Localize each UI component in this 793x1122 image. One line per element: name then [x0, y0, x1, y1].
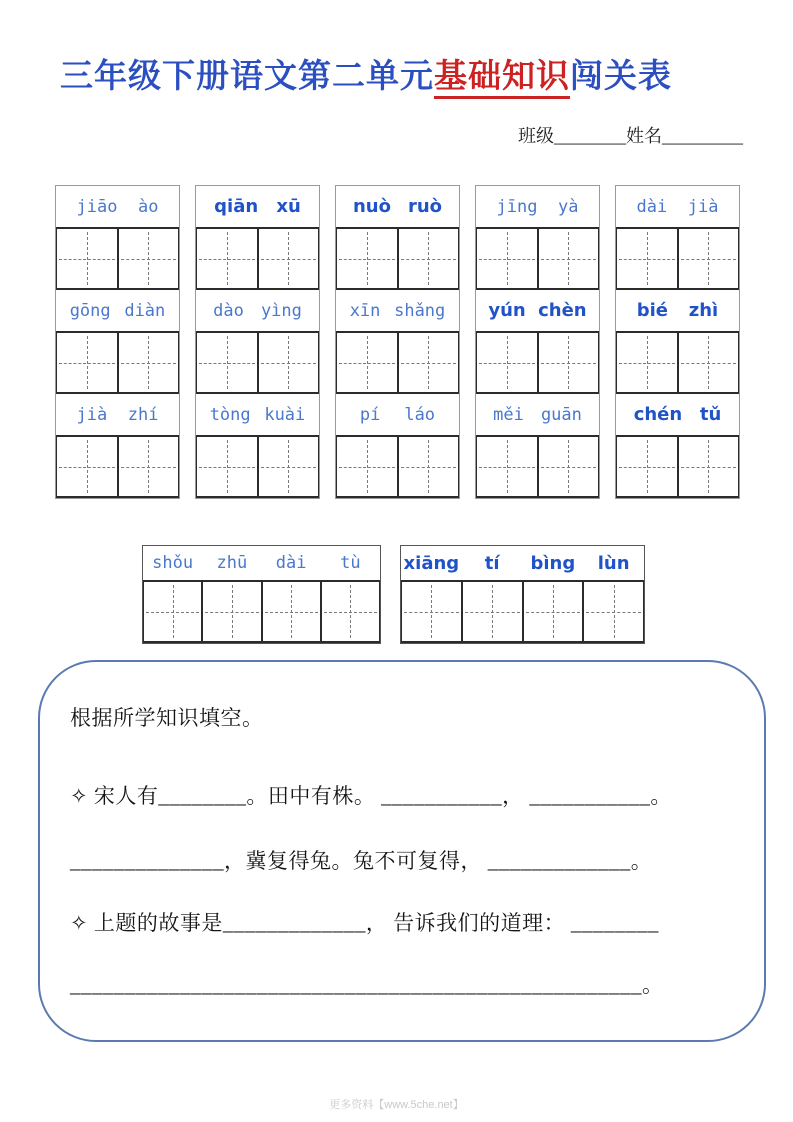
character-box: [537, 437, 599, 496]
pinyin-label: [196, 186, 319, 227]
character-box: [117, 333, 179, 392]
character-box: [117, 437, 179, 496]
title-part-1: 三年级下册语文第二单元: [60, 59, 434, 95]
character-box-row: [616, 227, 739, 290]
pinyin-syllable: tí: [484, 552, 500, 574]
horizontal-guide-line: [465, 612, 520, 613]
horizontal-guide-line: [541, 363, 597, 364]
character-box: [477, 333, 537, 392]
character-box: [337, 437, 397, 496]
pinyin-column: [195, 185, 320, 499]
pinyin-column: [615, 185, 740, 499]
character-box: [197, 333, 257, 392]
pinyin-syllable: bìng: [530, 552, 576, 574]
character-box-row: [476, 435, 599, 498]
character-box: [257, 229, 319, 288]
horizontal-guide-line: [324, 612, 377, 613]
pinyin-syllable: xīn: [349, 300, 381, 321]
pinyin-syllable: chèn: [538, 300, 587, 321]
title-part-2: 闯关表: [570, 59, 672, 95]
horizontal-guide-line: [199, 363, 255, 364]
character-box: [117, 229, 179, 288]
character-box: [57, 229, 117, 288]
character-box: [257, 437, 319, 496]
pinyin-syllable: shǒu: [152, 553, 194, 573]
horizontal-guide-line: [619, 363, 675, 364]
character-box: [677, 229, 739, 288]
character-box-row: [616, 435, 739, 498]
pinyin-syllable: dài: [275, 553, 307, 573]
horizontal-guide-line: [59, 259, 115, 260]
pinyin-syllable: yìng: [260, 300, 302, 321]
pinyin-label: [401, 546, 644, 580]
character-box-row: [616, 331, 739, 394]
pinyin-syllable: chén: [633, 404, 683, 425]
character-box-row: [143, 580, 380, 643]
horizontal-guide-line: [59, 467, 115, 468]
pinyin-label: [56, 394, 179, 435]
character-box: [582, 582, 643, 641]
wide-box-2: [400, 545, 645, 644]
horizontal-guide-line: [479, 363, 535, 364]
character-box-row: [336, 331, 459, 394]
pinyin-label: [476, 186, 599, 227]
pinyin-syllable: dào: [213, 300, 244, 321]
pinyin-syllable: xiāng: [403, 552, 460, 574]
character-box-row: [56, 435, 179, 498]
pinyin-syllable: yà: [557, 196, 579, 217]
pinyin-syllable: zhū: [216, 553, 248, 573]
pinyin-syllable: tù: [340, 553, 361, 573]
character-box-row: [56, 227, 179, 290]
fill-line: ✧ 上题的故事是_____________， 告诉我们的道理： ________: [70, 911, 659, 935]
pinyin-syllable: jià: [76, 404, 108, 425]
pinyin-column: [55, 185, 180, 499]
character-box: [402, 582, 461, 641]
horizontal-guide-line: [681, 363, 737, 364]
horizontal-guide-line: [339, 363, 395, 364]
pinyin-syllable: jiāo: [76, 196, 118, 217]
character-box: [397, 229, 459, 288]
pinyin-syllable: guān: [540, 404, 582, 425]
character-box-row: [196, 331, 319, 394]
pinyin-syllable: xū: [276, 196, 301, 217]
pinyin-grid: [55, 185, 740, 499]
pinyin-syllable: shǎng: [394, 300, 446, 321]
pinyin-syllable: tòng: [209, 404, 251, 425]
horizontal-guide-line: [339, 259, 395, 260]
fill-section: [38, 660, 766, 1042]
horizontal-guide-line: [265, 612, 318, 613]
character-box: [677, 333, 739, 392]
character-box: [201, 582, 260, 641]
character-box: [57, 437, 117, 496]
character-box-row: [336, 435, 459, 498]
pinyin-syllable: lùn: [597, 552, 630, 574]
character-box: [337, 333, 397, 392]
fill-line: ______________，冀复得兔。兔不可复得， _____________。: [70, 849, 653, 873]
horizontal-guide-line: [146, 612, 199, 613]
pinyin-label: [336, 290, 459, 331]
character-box-row: [56, 331, 179, 394]
horizontal-guide-line: [526, 612, 581, 613]
pinyin-label: [336, 186, 459, 227]
fill-intro: 根据所学知识填空。: [70, 706, 264, 730]
horizontal-guide-line: [199, 467, 255, 468]
pinyin-label: [336, 394, 459, 435]
pinyin-syllable: měi: [493, 404, 524, 425]
horizontal-guide-line: [261, 259, 317, 260]
horizontal-guide-line: [121, 467, 177, 468]
pinyin-syllable: kuài: [264, 404, 306, 425]
character-box: [57, 333, 117, 392]
pinyin-label: [476, 290, 599, 331]
pinyin-syllable: jīng: [496, 196, 538, 217]
character-box: [261, 582, 320, 641]
pinyin-syllable: láo: [404, 404, 436, 425]
character-box-row: [476, 331, 599, 394]
horizontal-guide-line: [619, 467, 675, 468]
horizontal-guide-line: [681, 259, 737, 260]
pinyin-label: [616, 394, 739, 435]
character-box-row: [336, 227, 459, 290]
pinyin-label: [196, 394, 319, 435]
pinyin-syllable: ào: [137, 196, 159, 217]
character-box: [617, 333, 677, 392]
pinyin-syllable: pí: [359, 404, 381, 425]
horizontal-guide-line: [404, 612, 459, 613]
pinyin-syllable: ruò: [407, 196, 442, 217]
pinyin-column: [335, 185, 460, 499]
wide-box-1: [142, 545, 381, 644]
horizontal-guide-line: [541, 467, 597, 468]
horizontal-guide-line: [261, 363, 317, 364]
pinyin-label: [56, 186, 179, 227]
pinyin-label: [143, 546, 380, 580]
title-part-highlighted: 基础知识: [434, 59, 570, 99]
horizontal-guide-line: [401, 363, 457, 364]
pinyin-syllable: jià: [687, 196, 719, 217]
pinyin-syllable: nuò: [352, 196, 391, 217]
pinyin-label: [56, 290, 179, 331]
pinyin-column: [475, 185, 600, 499]
horizontal-guide-line: [541, 259, 597, 260]
horizontal-guide-line: [121, 259, 177, 260]
pinyin-syllable: qiān: [214, 196, 259, 217]
pinyin-syllable: zhì: [688, 300, 719, 321]
class-name-blanks: 班级________姓名_________: [518, 126, 743, 146]
pinyin-label: [476, 394, 599, 435]
character-box: [197, 437, 257, 496]
character-box: [522, 582, 583, 641]
pinyin-syllable: diàn: [124, 300, 166, 321]
horizontal-guide-line: [479, 259, 535, 260]
footer-watermark: 更多资料【www.5che.net】: [329, 1099, 464, 1111]
pinyin-syllable: bié: [636, 300, 669, 321]
character-box: [617, 229, 677, 288]
horizontal-guide-line: [681, 467, 737, 468]
pinyin-syllable: dài: [636, 196, 668, 217]
character-box-row: [476, 227, 599, 290]
character-box: [197, 229, 257, 288]
character-box: [537, 333, 599, 392]
fill-line: ✧ 宋人有________。田中有株。 ___________， ___________。: [70, 784, 672, 808]
character-box: [144, 582, 201, 641]
pinyin-label: [616, 290, 739, 331]
fill-line: ____________________________________________________。: [70, 973, 664, 997]
character-box: [320, 582, 379, 641]
character-box: [397, 437, 459, 496]
horizontal-guide-line: [339, 467, 395, 468]
character-box-row: [196, 435, 319, 498]
horizontal-guide-line: [205, 612, 258, 613]
horizontal-guide-line: [586, 612, 641, 613]
character-box: [397, 333, 459, 392]
pinyin-label: [616, 186, 739, 227]
character-box: [257, 333, 319, 392]
horizontal-guide-line: [121, 363, 177, 364]
character-box: [677, 437, 739, 496]
horizontal-guide-line: [401, 467, 457, 468]
character-box: [537, 229, 599, 288]
horizontal-guide-line: [261, 467, 317, 468]
horizontal-guide-line: [619, 259, 675, 260]
pinyin-syllable: yún: [488, 300, 526, 321]
pinyin-syllable: zhí: [127, 404, 159, 425]
character-box: [617, 437, 677, 496]
character-box: [337, 229, 397, 288]
horizontal-guide-line: [479, 467, 535, 468]
horizontal-guide-line: [59, 363, 115, 364]
page-title: [60, 50, 672, 97]
character-box-row: [196, 227, 319, 290]
character-box: [461, 582, 522, 641]
pinyin-syllable: gōng: [69, 300, 111, 321]
horizontal-guide-line: [199, 259, 255, 260]
pinyin-label: [196, 290, 319, 331]
character-box: [477, 229, 537, 288]
pinyin-syllable: tǔ: [699, 404, 722, 425]
character-box-row: [401, 580, 644, 643]
character-box: [477, 437, 537, 496]
horizontal-guide-line: [401, 259, 457, 260]
